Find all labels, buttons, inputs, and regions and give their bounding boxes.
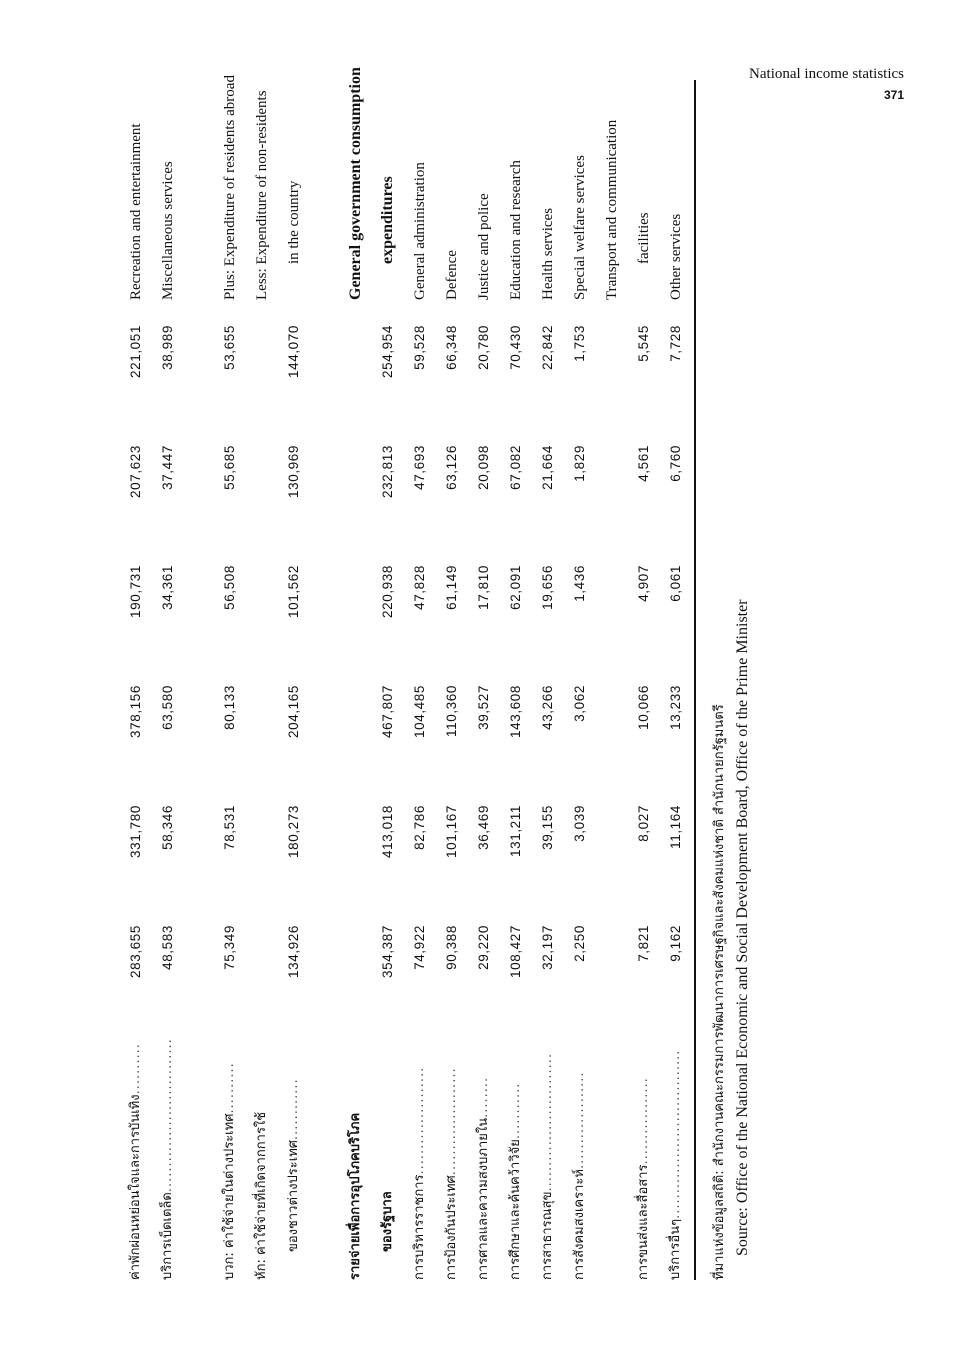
english-label: Recreation and entertainment — [128, 123, 144, 300]
value-cell: 254,954 — [380, 325, 395, 378]
english-label: Health services — [540, 207, 556, 300]
value-cell: 104,485 — [412, 685, 427, 738]
value-cell: 7,821 — [636, 925, 651, 962]
value-cell: 4,561 — [636, 445, 651, 482]
page-number: 371 — [883, 88, 904, 102]
thai-label: ของชาวต่างประเทศ............ — [286, 1078, 301, 1252]
running-title: National income statistics — [749, 66, 904, 82]
value-cell: 3,039 — [572, 805, 587, 842]
value-cell: 7,728 — [668, 325, 683, 362]
thai-label: การขนส่งและสื่อสาร................. — [636, 1077, 651, 1280]
value-cell: 75,349 — [222, 925, 237, 970]
table-row — [532, 80, 564, 1280]
english-label: Other services — [668, 213, 684, 300]
value-cell: 43,266 — [540, 685, 555, 730]
value-cell: 101,167 — [444, 805, 459, 858]
thai-label: การศึกษาและค้นคว้าวิจัย........... — [508, 1082, 523, 1280]
value-cell: 47,693 — [412, 445, 427, 490]
value-cell: 39,527 — [476, 685, 491, 730]
thai-label: การสาธารณสุข........................... — [540, 1052, 555, 1280]
value-cell: 39,155 — [540, 805, 555, 850]
value-cell: 101,562 — [286, 565, 301, 618]
thai-label: บริการเบ็ดเตล็ด.............................. — [160, 1038, 175, 1280]
value-cell: 36,469 — [476, 805, 491, 850]
table-row — [596, 80, 628, 1280]
value-cell: 6,061 — [668, 565, 683, 602]
page-header — [749, 64, 904, 102]
value-cell: 55,685 — [222, 445, 237, 490]
english-label: facilities — [636, 212, 652, 264]
value-cell: 20,098 — [476, 445, 491, 490]
table-row — [436, 80, 468, 1280]
table-row — [564, 80, 596, 1280]
value-cell: 17,810 — [476, 565, 491, 610]
value-cell: 180,273 — [286, 805, 301, 858]
value-cell: 1,436 — [572, 565, 587, 602]
source-note-thai: ที่มาแห่งข้อมูลสถิติ: สำนักงานคณะกรรมการพัฒนาการเศรษฐกิจและสังคมแห่งชาติ สำนักนายกรัฐมนตรี — [712, 704, 727, 1280]
english-label: Justice and police — [476, 193, 492, 300]
thai-label: ค่าพักผ่อนหย่อนใจและการบันเทิง.......... — [128, 1043, 143, 1280]
thai-label: บวก: ค่าใช้จ่ายในต่างประเทศ.......... — [222, 1062, 237, 1280]
table-row — [246, 80, 278, 1280]
value-cell: 143,608 — [508, 685, 523, 738]
value-cell: 144,070 — [286, 325, 301, 378]
value-cell: 70,430 — [508, 325, 523, 370]
table-row — [120, 80, 152, 1280]
value-cell: 9,162 — [668, 925, 683, 962]
value-cell: 67,082 — [508, 445, 523, 490]
value-cell: 66,348 — [444, 325, 459, 370]
thai-label: ของรัฐบาล — [380, 1191, 395, 1252]
value-cell: 283,655 — [128, 925, 143, 978]
table-row — [500, 80, 532, 1280]
thai-label: รายจ่ายเพื่อการอุปโภคบริโภค — [348, 1112, 363, 1280]
value-cell: 5,545 — [636, 325, 651, 362]
value-cell: 13,233 — [668, 685, 683, 730]
table-row — [340, 67, 372, 1280]
value-cell: 232,813 — [380, 445, 395, 498]
value-cell: 47,828 — [412, 565, 427, 610]
value-cell: 53,655 — [222, 325, 237, 370]
value-cell: 220,938 — [380, 565, 395, 618]
value-cell: 4,907 — [636, 565, 651, 602]
value-cell: 63,126 — [444, 445, 459, 490]
value-cell: 331,780 — [128, 805, 143, 858]
english-label: General administration — [412, 162, 428, 300]
value-cell: 108,427 — [508, 925, 523, 978]
value-cell: 58,346 — [160, 805, 175, 850]
value-cell: 29,220 — [476, 925, 491, 970]
thai-label: การป้องกันประเทศ..................... — [444, 1067, 459, 1280]
value-cell: 56,508 — [222, 565, 237, 610]
value-cell: 8,027 — [636, 805, 651, 842]
english-label: Special welfare services — [572, 155, 588, 300]
value-cell: 62,091 — [508, 565, 523, 610]
english-label: in the country — [286, 180, 302, 264]
table-row — [152, 80, 184, 1280]
value-cell: 59,528 — [412, 325, 427, 370]
value-cell: 221,051 — [128, 325, 143, 378]
table-body — [120, 67, 692, 1280]
value-cell: 82,786 — [412, 805, 427, 850]
english-label: General government consumption — [347, 67, 364, 300]
value-cell: 467,807 — [380, 685, 395, 738]
english-label: expenditures — [379, 176, 396, 264]
english-label: Plus: Expenditure of residents abroad — [222, 75, 238, 300]
spacer-row — [184, 80, 214, 1280]
value-cell: 207,623 — [128, 445, 143, 498]
value-cell: 354,387 — [380, 925, 395, 978]
english-label: Education and research — [508, 160, 524, 300]
value-cell: 378,156 — [128, 685, 143, 738]
english-label: Defence — [444, 250, 460, 300]
table-row — [214, 75, 246, 1280]
value-cell: 190,731 — [128, 565, 143, 618]
table-bottom-rule — [694, 80, 696, 1280]
value-cell: 413,018 — [380, 805, 395, 858]
value-cell: 74,922 — [412, 925, 427, 970]
english-label: Less: Expenditure of non-residents — [254, 90, 270, 300]
value-cell: 1,829 — [572, 445, 587, 482]
english-label: Transport and communication — [604, 119, 620, 300]
rotated-table — [120, 67, 770, 1280]
value-cell: 3,062 — [572, 685, 587, 722]
table-row — [628, 80, 660, 1280]
table-row — [372, 80, 404, 1280]
thai-label: การบริหารราชการ..................... — [412, 1066, 427, 1280]
value-cell: 32,197 — [540, 925, 555, 970]
value-cell: 80,133 — [222, 685, 237, 730]
value-cell: 38,989 — [160, 325, 175, 370]
thai-label: การศาลและความสงบภายใน........ — [476, 1076, 491, 1280]
value-cell: 130,969 — [286, 445, 301, 498]
value-cell: 21,664 — [540, 445, 555, 490]
value-cell: 10,066 — [636, 685, 651, 730]
value-cell: 11,164 — [668, 805, 683, 849]
value-cell: 110,360 — [444, 685, 459, 737]
value-cell: 34,361 — [160, 565, 175, 610]
value-cell: 204,165 — [286, 685, 301, 738]
value-cell: 61,149 — [444, 565, 459, 610]
table-row — [404, 80, 436, 1280]
value-cell: 48,583 — [160, 925, 175, 970]
value-cell: 134,926 — [286, 925, 301, 978]
thai-label: บริการอื่นๆ................................. — [668, 1049, 683, 1280]
table-row — [278, 80, 310, 1280]
value-cell: 78,531 — [222, 805, 237, 850]
source-note-english: Source: Office of the National Economic and Social Development Board, Office of the Prime Minister — [734, 599, 751, 1256]
value-cell: 1,753 — [572, 325, 587, 362]
value-cell: 90,388 — [444, 925, 459, 970]
value-cell: 20,780 — [476, 325, 491, 370]
table-row — [468, 80, 500, 1280]
value-cell: 19,656 — [540, 565, 555, 610]
spacer-row — [310, 80, 340, 1280]
value-cell: 63,580 — [160, 685, 175, 730]
value-cell: 22,842 — [540, 325, 555, 370]
table-row — [660, 80, 692, 1280]
english-label: Miscellaneous services — [160, 161, 176, 300]
value-cell: 131,211 — [508, 805, 523, 857]
thai-label: การสังคมสงเคราะห์................... — [572, 1071, 587, 1280]
value-cell: 37,447 — [160, 445, 175, 490]
value-cell: 2,250 — [572, 925, 587, 962]
value-cell: 6,760 — [668, 445, 683, 482]
thai-label: หัก: ค่าใช้จ่ายที่เกิดจากการใช้ — [254, 1111, 269, 1280]
